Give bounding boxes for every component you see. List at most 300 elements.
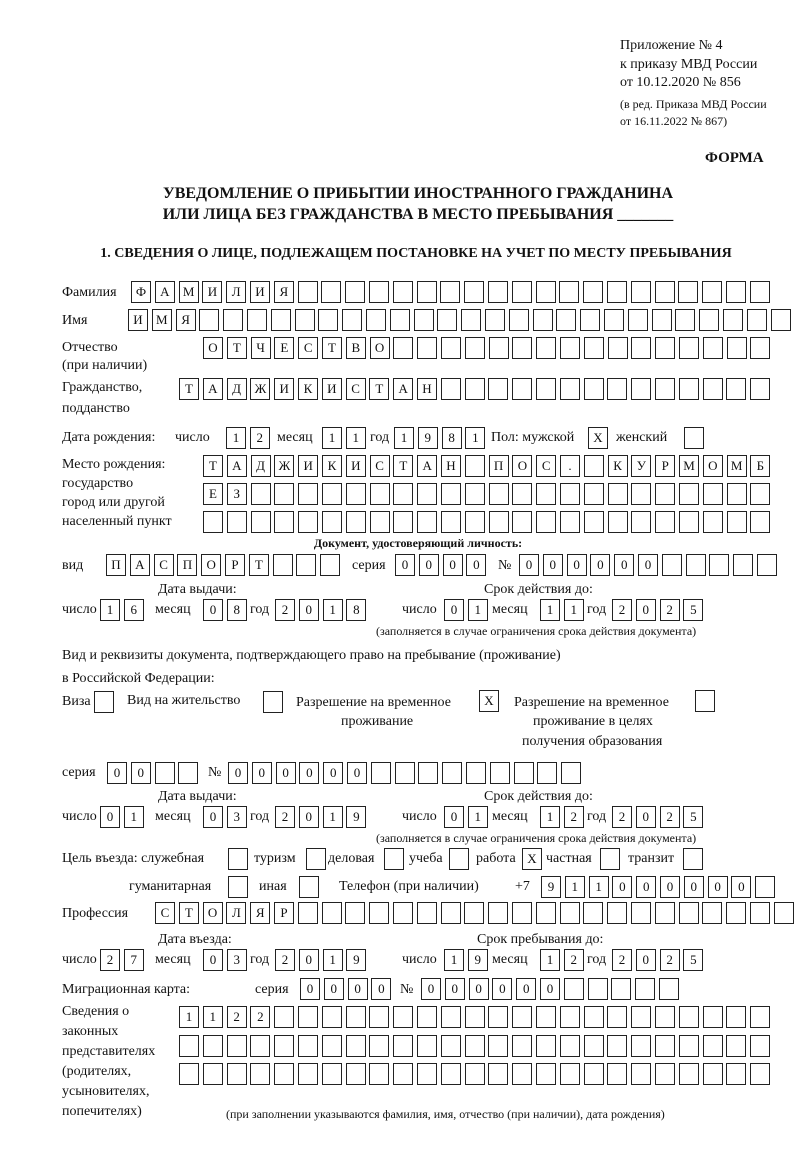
char-box[interactable] <box>559 281 579 303</box>
char-box[interactable]: К <box>608 455 628 477</box>
char-box[interactable]: М <box>152 309 172 331</box>
char-box[interactable]: 1 <box>589 876 609 898</box>
char-box[interactable]: 0 <box>228 762 248 784</box>
char-box[interactable]: . <box>560 455 580 477</box>
char-box[interactable] <box>247 309 267 331</box>
char-box[interactable]: А <box>393 378 413 400</box>
char-box[interactable] <box>366 309 386 331</box>
char-box[interactable] <box>485 309 505 331</box>
char-box[interactable]: 0 <box>203 806 223 828</box>
char-box[interactable]: 0 <box>590 554 610 576</box>
char-box[interactable] <box>250 1063 270 1085</box>
char-box[interactable] <box>608 483 628 505</box>
char-box[interactable] <box>94 691 114 713</box>
char-box[interactable]: 9 <box>541 876 561 898</box>
char-box[interactable] <box>370 483 390 505</box>
char-box[interactable]: 1 <box>540 599 560 621</box>
char-box[interactable]: 0 <box>445 978 465 1000</box>
char-box[interactable] <box>417 483 437 505</box>
char-box[interactable]: У <box>631 455 651 477</box>
char-box[interactable] <box>703 378 723 400</box>
char-box[interactable]: 7 <box>124 949 144 971</box>
char-box[interactable] <box>251 511 271 533</box>
char-box[interactable]: Е <box>203 483 223 505</box>
char-box[interactable]: 5 <box>683 599 703 621</box>
char-box[interactable] <box>417 281 437 303</box>
char-box[interactable]: 1 <box>465 427 485 449</box>
char-box[interactable]: К <box>322 455 342 477</box>
char-box[interactable] <box>263 691 283 713</box>
char-box[interactable] <box>322 902 342 924</box>
char-box[interactable] <box>395 762 415 784</box>
char-box[interactable] <box>298 1035 318 1057</box>
char-box[interactable] <box>536 1006 556 1028</box>
char-box[interactable]: X <box>588 427 608 449</box>
char-box[interactable] <box>489 337 509 359</box>
char-box[interactable] <box>607 281 627 303</box>
char-box[interactable] <box>488 1006 508 1028</box>
char-box[interactable]: О <box>201 554 221 576</box>
char-box[interactable]: 0 <box>636 599 656 621</box>
char-box[interactable] <box>655 1006 675 1028</box>
char-box[interactable] <box>675 309 695 331</box>
char-box[interactable] <box>537 762 557 784</box>
char-box[interactable] <box>322 1006 342 1028</box>
char-box[interactable]: Ф <box>131 281 151 303</box>
char-box[interactable]: М <box>179 281 199 303</box>
char-box[interactable]: 0 <box>299 806 319 828</box>
char-box[interactable]: Т <box>179 902 199 924</box>
char-box[interactable] <box>488 1035 508 1057</box>
char-box[interactable] <box>560 337 580 359</box>
char-box[interactable]: 2 <box>250 427 270 449</box>
char-box[interactable] <box>155 762 175 784</box>
char-box[interactable]: 0 <box>543 554 563 576</box>
char-box[interactable]: 0 <box>421 978 441 1000</box>
char-box[interactable]: 2 <box>612 806 632 828</box>
char-box[interactable] <box>679 378 699 400</box>
char-box[interactable]: Е <box>274 337 294 359</box>
char-box[interactable] <box>536 1035 556 1057</box>
char-box[interactable]: 1 <box>323 806 343 828</box>
char-box[interactable]: Б <box>750 455 770 477</box>
char-box[interactable]: 1 <box>124 806 144 828</box>
char-box[interactable] <box>723 309 743 331</box>
char-box[interactable] <box>199 309 219 331</box>
char-box[interactable]: А <box>203 378 223 400</box>
char-box[interactable] <box>726 902 746 924</box>
char-box[interactable] <box>583 902 603 924</box>
char-box[interactable] <box>556 309 576 331</box>
char-box[interactable]: 0 <box>252 762 272 784</box>
char-box[interactable] <box>702 902 722 924</box>
char-box[interactable] <box>345 902 365 924</box>
char-box[interactable]: А <box>130 554 150 576</box>
char-box[interactable]: 1 <box>394 427 414 449</box>
char-box[interactable] <box>417 1063 437 1085</box>
char-box[interactable] <box>727 511 747 533</box>
char-box[interactable] <box>726 1035 746 1057</box>
char-box[interactable]: 0 <box>614 554 634 576</box>
char-box[interactable] <box>631 1035 651 1057</box>
char-box[interactable]: 0 <box>203 949 223 971</box>
char-box[interactable] <box>346 483 366 505</box>
char-box[interactable] <box>369 1006 389 1028</box>
char-box[interactable] <box>465 1063 485 1085</box>
char-box[interactable] <box>274 1006 294 1028</box>
char-box[interactable]: С <box>155 902 175 924</box>
char-box[interactable] <box>631 337 651 359</box>
char-box[interactable]: И <box>202 281 222 303</box>
char-box[interactable] <box>771 309 791 331</box>
char-box[interactable] <box>750 1035 770 1057</box>
char-box[interactable] <box>655 337 675 359</box>
char-box[interactable] <box>655 511 675 533</box>
char-box[interactable] <box>179 1035 199 1057</box>
char-box[interactable] <box>631 1063 651 1085</box>
char-box[interactable] <box>296 554 316 576</box>
char-box[interactable] <box>369 1035 389 1057</box>
char-box[interactable]: 0 <box>612 876 632 898</box>
char-box[interactable]: 1 <box>468 599 488 621</box>
char-box[interactable] <box>560 1035 580 1057</box>
char-box[interactable]: П <box>177 554 197 576</box>
char-box[interactable] <box>321 281 341 303</box>
char-box[interactable] <box>251 483 271 505</box>
char-box[interactable] <box>580 309 600 331</box>
char-box[interactable] <box>227 1035 247 1057</box>
char-box[interactable]: Т <box>249 554 269 576</box>
char-box[interactable] <box>679 1006 699 1028</box>
char-box[interactable]: С <box>536 455 556 477</box>
char-box[interactable]: 0 <box>636 876 656 898</box>
char-box[interactable] <box>631 902 651 924</box>
char-box[interactable]: X <box>522 848 542 870</box>
char-box[interactable] <box>441 378 461 400</box>
char-box[interactable] <box>512 511 532 533</box>
char-box[interactable]: 1 <box>346 427 366 449</box>
char-box[interactable] <box>393 1063 413 1085</box>
char-box[interactable]: 2 <box>660 599 680 621</box>
char-box[interactable]: 2 <box>612 949 632 971</box>
char-box[interactable]: 5 <box>683 806 703 828</box>
char-box[interactable] <box>441 1063 461 1085</box>
char-box[interactable] <box>584 455 604 477</box>
char-box[interactable]: Р <box>225 554 245 576</box>
char-box[interactable]: 0 <box>519 554 539 576</box>
char-box[interactable] <box>345 281 365 303</box>
char-box[interactable]: 8 <box>442 427 462 449</box>
char-box[interactable] <box>441 902 461 924</box>
char-box[interactable]: Л <box>226 281 246 303</box>
char-box[interactable] <box>560 902 580 924</box>
char-box[interactable] <box>371 762 391 784</box>
char-box[interactable] <box>465 1006 485 1028</box>
char-box[interactable] <box>298 902 318 924</box>
char-box[interactable] <box>227 1063 247 1085</box>
char-box[interactable] <box>733 554 753 576</box>
char-box[interactable] <box>414 309 434 331</box>
char-box[interactable] <box>536 281 556 303</box>
char-box[interactable] <box>370 511 390 533</box>
char-box[interactable]: С <box>154 554 174 576</box>
char-box[interactable] <box>607 1035 627 1057</box>
char-box[interactable] <box>250 1035 270 1057</box>
char-box[interactable]: 1 <box>540 806 560 828</box>
char-box[interactable]: 1 <box>203 1006 223 1028</box>
char-box[interactable] <box>298 511 318 533</box>
char-box[interactable] <box>536 483 556 505</box>
char-box[interactable] <box>726 1006 746 1028</box>
char-box[interactable]: Я <box>274 281 294 303</box>
char-box[interactable] <box>346 511 366 533</box>
char-box[interactable] <box>465 1035 485 1057</box>
char-box[interactable]: 0 <box>444 806 464 828</box>
char-box[interactable] <box>228 876 248 898</box>
char-box[interactable]: 9 <box>418 427 438 449</box>
char-box[interactable]: 0 <box>419 554 439 576</box>
char-box[interactable] <box>512 281 532 303</box>
char-box[interactable] <box>417 1035 437 1057</box>
char-box[interactable]: 0 <box>324 978 344 1000</box>
char-box[interactable]: 1 <box>540 949 560 971</box>
char-box[interactable] <box>465 378 485 400</box>
char-box[interactable] <box>564 978 584 1000</box>
char-box[interactable] <box>747 309 767 331</box>
char-box[interactable]: И <box>250 281 270 303</box>
char-box[interactable]: 0 <box>444 599 464 621</box>
char-box[interactable] <box>441 511 461 533</box>
char-box[interactable] <box>560 483 580 505</box>
char-box[interactable] <box>652 309 672 331</box>
char-box[interactable]: 0 <box>636 806 656 828</box>
char-box[interactable] <box>203 511 223 533</box>
char-box[interactable]: Т <box>179 378 199 400</box>
char-box[interactable] <box>437 309 457 331</box>
char-box[interactable] <box>750 378 770 400</box>
char-box[interactable]: 1 <box>179 1006 199 1028</box>
char-box[interactable] <box>608 337 628 359</box>
char-box[interactable] <box>600 848 620 870</box>
char-box[interactable]: Т <box>369 378 389 400</box>
char-box[interactable] <box>509 309 529 331</box>
char-box[interactable]: И <box>274 378 294 400</box>
char-box[interactable] <box>393 337 413 359</box>
char-box[interactable] <box>584 378 604 400</box>
char-box[interactable]: 1 <box>226 427 246 449</box>
char-box[interactable] <box>631 281 651 303</box>
char-box[interactable] <box>274 511 294 533</box>
char-box[interactable] <box>655 281 675 303</box>
char-box[interactable] <box>322 1063 342 1085</box>
char-box[interactable] <box>299 876 319 898</box>
char-box[interactable]: 0 <box>466 554 486 576</box>
char-box[interactable] <box>750 511 770 533</box>
char-box[interactable] <box>679 483 699 505</box>
char-box[interactable] <box>273 554 293 576</box>
char-box[interactable]: 9 <box>468 949 488 971</box>
char-box[interactable] <box>683 848 703 870</box>
char-box[interactable]: 1 <box>444 949 464 971</box>
char-box[interactable] <box>703 337 723 359</box>
char-box[interactable]: 0 <box>395 554 415 576</box>
char-box[interactable]: 2 <box>660 949 680 971</box>
char-box[interactable]: 0 <box>300 978 320 1000</box>
char-box[interactable]: Я <box>176 309 196 331</box>
char-box[interactable] <box>679 337 699 359</box>
char-box[interactable] <box>684 427 704 449</box>
char-box[interactable] <box>750 902 770 924</box>
char-box[interactable]: Д <box>251 455 271 477</box>
char-box[interactable] <box>655 483 675 505</box>
char-box[interactable]: 2 <box>275 599 295 621</box>
char-box[interactable]: 0 <box>443 554 463 576</box>
char-box[interactable] <box>465 337 485 359</box>
char-box[interactable] <box>369 281 389 303</box>
char-box[interactable] <box>607 378 627 400</box>
char-box[interactable] <box>465 483 485 505</box>
char-box[interactable]: Р <box>274 902 294 924</box>
char-box[interactable] <box>223 309 243 331</box>
char-box[interactable]: 2 <box>660 806 680 828</box>
char-box[interactable]: М <box>727 455 747 477</box>
char-box[interactable] <box>390 309 410 331</box>
char-box[interactable]: 0 <box>323 762 343 784</box>
char-box[interactable] <box>346 1006 366 1028</box>
char-box[interactable] <box>536 1063 556 1085</box>
char-box[interactable]: С <box>298 337 318 359</box>
char-box[interactable]: М <box>679 455 699 477</box>
char-box[interactable] <box>655 378 675 400</box>
char-box[interactable]: 2 <box>227 1006 247 1028</box>
char-box[interactable] <box>322 511 342 533</box>
char-box[interactable]: Л <box>226 902 246 924</box>
char-box[interactable] <box>631 378 651 400</box>
char-box[interactable]: 2 <box>100 949 120 971</box>
char-box[interactable] <box>628 309 648 331</box>
char-box[interactable] <box>655 902 675 924</box>
char-box[interactable] <box>584 483 604 505</box>
char-box[interactable]: 1 <box>323 599 343 621</box>
char-box[interactable]: 5 <box>683 949 703 971</box>
char-box[interactable] <box>703 1063 723 1085</box>
char-box[interactable] <box>295 309 315 331</box>
char-box[interactable] <box>512 902 532 924</box>
char-box[interactable]: А <box>227 455 247 477</box>
char-box[interactable] <box>449 848 469 870</box>
char-box[interactable]: 0 <box>131 762 151 784</box>
char-box[interactable] <box>560 1006 580 1028</box>
char-box[interactable]: 0 <box>276 762 296 784</box>
char-box[interactable]: 3 <box>227 949 247 971</box>
char-box[interactable]: П <box>489 455 509 477</box>
char-box[interactable]: О <box>203 902 223 924</box>
char-box[interactable] <box>306 848 326 870</box>
char-box[interactable] <box>488 902 508 924</box>
char-box[interactable] <box>322 1035 342 1057</box>
char-box[interactable]: 6 <box>124 599 144 621</box>
char-box[interactable]: И <box>322 378 342 400</box>
char-box[interactable] <box>298 1006 318 1028</box>
char-box[interactable] <box>488 378 508 400</box>
char-box[interactable] <box>342 309 362 331</box>
char-box[interactable]: О <box>703 455 723 477</box>
char-box[interactable]: А <box>417 455 437 477</box>
char-box[interactable] <box>726 281 746 303</box>
char-box[interactable] <box>227 511 247 533</box>
char-box[interactable] <box>536 902 556 924</box>
char-box[interactable] <box>441 1035 461 1057</box>
char-box[interactable] <box>655 1063 675 1085</box>
char-box[interactable] <box>533 309 553 331</box>
char-box[interactable]: О <box>203 337 223 359</box>
char-box[interactable] <box>662 554 682 576</box>
char-box[interactable] <box>417 511 437 533</box>
char-box[interactable] <box>418 762 438 784</box>
char-box[interactable] <box>727 483 747 505</box>
char-box[interactable] <box>461 309 481 331</box>
char-box[interactable]: А <box>155 281 175 303</box>
char-box[interactable] <box>417 337 437 359</box>
char-box[interactable]: 3 <box>227 806 247 828</box>
char-box[interactable] <box>322 483 342 505</box>
char-box[interactable] <box>607 1063 627 1085</box>
char-box[interactable] <box>703 1035 723 1057</box>
char-box[interactable]: 0 <box>348 978 368 1000</box>
char-box[interactable]: Ч <box>251 337 271 359</box>
char-box[interactable] <box>750 1063 770 1085</box>
char-box[interactable] <box>203 1063 223 1085</box>
char-box[interactable]: 0 <box>299 762 319 784</box>
char-box[interactable] <box>750 281 770 303</box>
char-box[interactable]: Т <box>393 455 413 477</box>
char-box[interactable] <box>490 762 510 784</box>
char-box[interactable]: П <box>106 554 126 576</box>
char-box[interactable] <box>588 978 608 1000</box>
char-box[interactable]: З <box>227 483 247 505</box>
char-box[interactable] <box>393 1006 413 1028</box>
char-box[interactable]: 2 <box>612 599 632 621</box>
char-box[interactable]: И <box>128 309 148 331</box>
char-box[interactable]: 0 <box>708 876 728 898</box>
char-box[interactable] <box>560 511 580 533</box>
char-box[interactable] <box>298 483 318 505</box>
char-box[interactable] <box>466 762 486 784</box>
char-box[interactable] <box>465 455 485 477</box>
char-box[interactable]: 1 <box>468 806 488 828</box>
char-box[interactable] <box>369 1063 389 1085</box>
char-box[interactable]: 9 <box>346 949 366 971</box>
char-box[interactable]: 0 <box>107 762 127 784</box>
char-box[interactable] <box>678 281 698 303</box>
char-box[interactable] <box>417 902 437 924</box>
char-box[interactable]: Ж <box>274 455 294 477</box>
char-box[interactable] <box>512 378 532 400</box>
char-box[interactable] <box>465 511 485 533</box>
char-box[interactable] <box>703 511 723 533</box>
char-box[interactable]: 9 <box>346 806 366 828</box>
char-box[interactable]: X <box>479 690 499 712</box>
char-box[interactable]: 0 <box>660 876 680 898</box>
char-box[interactable] <box>393 511 413 533</box>
char-box[interactable] <box>512 483 532 505</box>
char-box[interactable] <box>699 309 719 331</box>
char-box[interactable]: 1 <box>100 599 120 621</box>
char-box[interactable] <box>536 378 556 400</box>
char-box[interactable] <box>774 902 794 924</box>
char-box[interactable]: Т <box>227 337 247 359</box>
char-box[interactable]: Д <box>227 378 247 400</box>
